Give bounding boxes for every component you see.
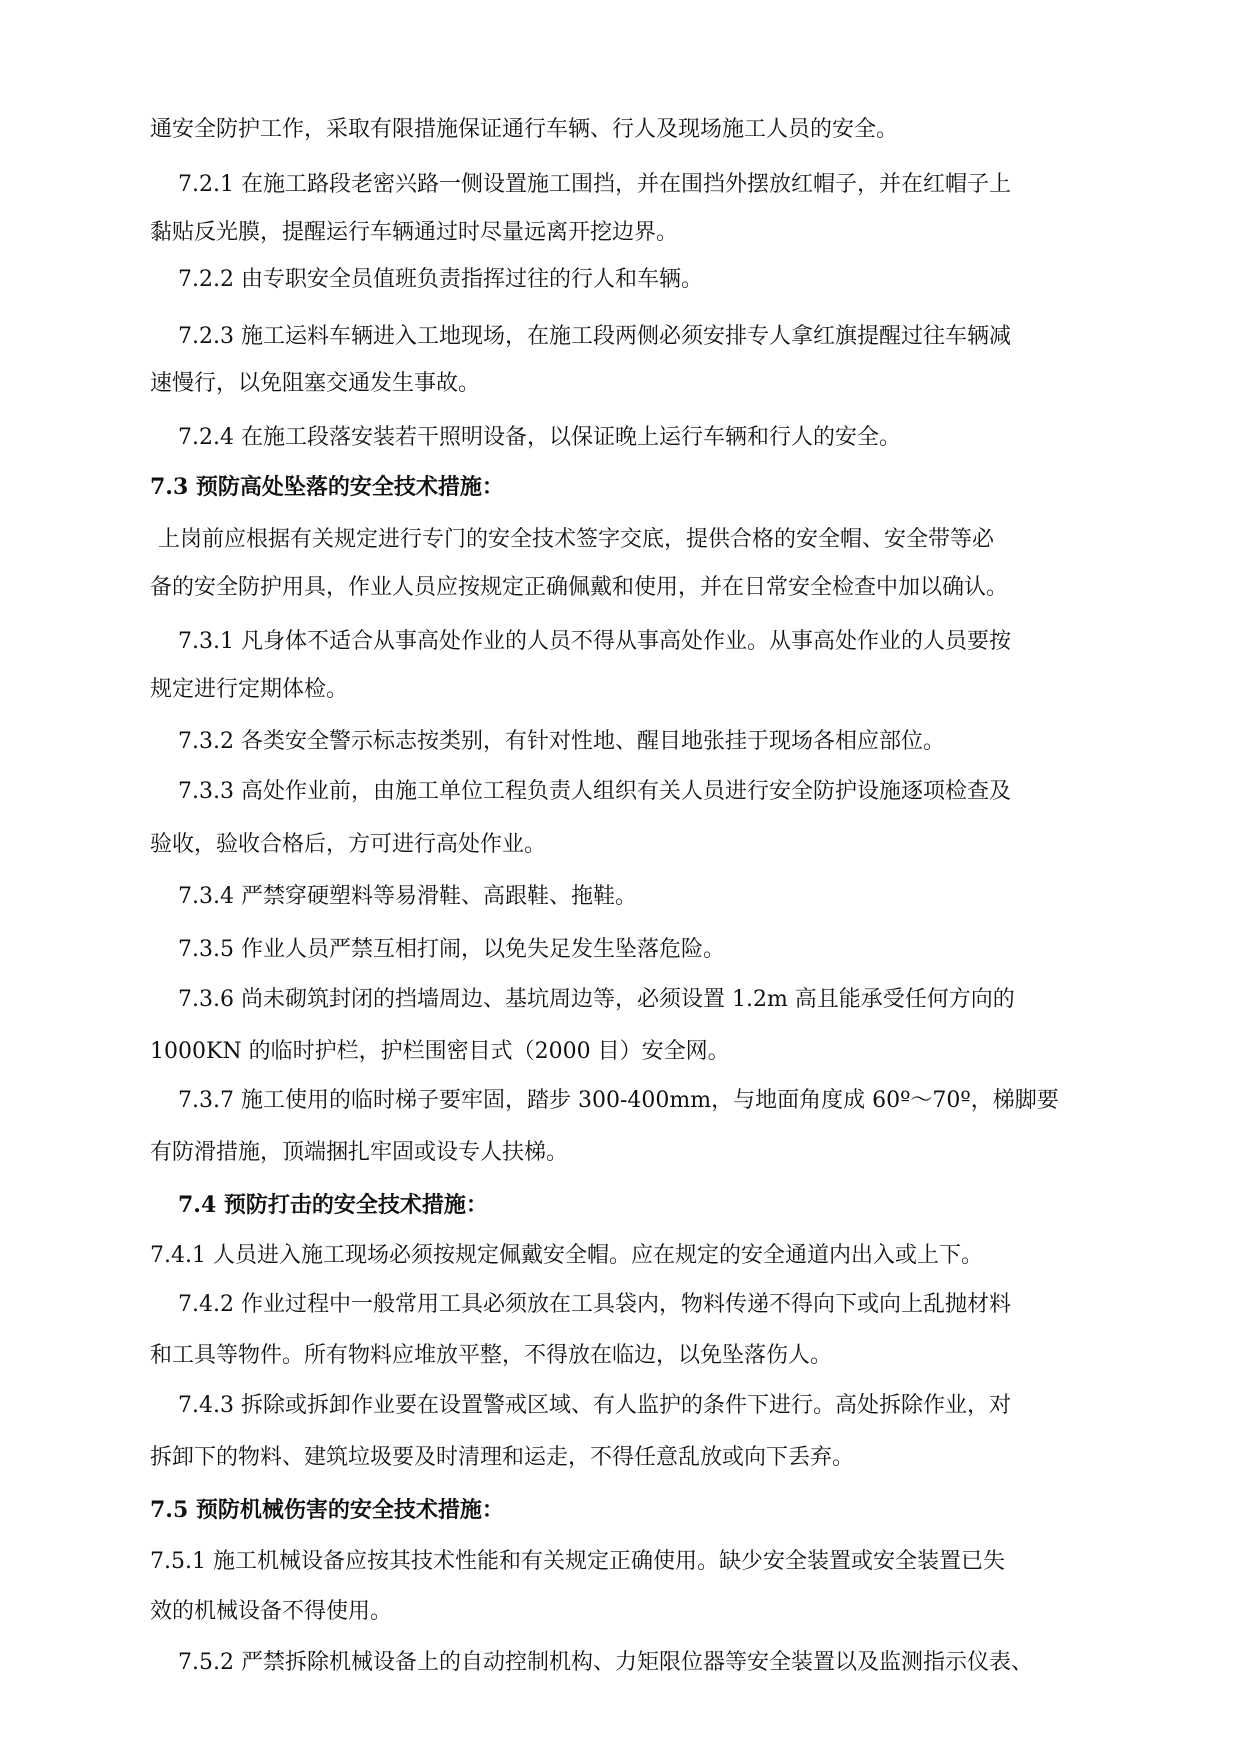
paragraph-line: 通安全防护工作，采取有限措施保证通行车辆、行人及现场施工人员的安全。 <box>150 117 899 142</box>
clause-7-2-1: 7.2.1 在施工路段老密兴路一侧设置施工围挡，并在围挡外摆放红帽子，并在红帽子上 <box>178 172 1011 197</box>
section-heading-7-4: 7.4 预防打击的安全技术措施： <box>178 1192 488 1218</box>
paragraph-line: 1000KN 的临时护栏，护栏围密目式（2000 目）安全网。 <box>150 1039 730 1064</box>
clause-7-3-7: 7.3.7 施工使用的临时梯子要牢固，踏步 300-400mm，与地面角度成 60º～70º，梯脚要 <box>178 1088 1059 1113</box>
clause-7-3-6: 7.3.6 尚未砌筑封闭的挡墙周边、基坑周边等，必须设置 1.2m 高且能承受任何方向的 <box>178 987 1015 1012</box>
paragraph-line: 规定进行定期体检。 <box>150 677 349 702</box>
clause-7-3-3: 7.3.3 高处作业前，由施工单位工程负责人组织有关人员进行安全防护设施逐项检查及 <box>178 779 1011 804</box>
paragraph-line: 黏贴反光膜，提醒运行车辆通过时尽量远离开挖边界。 <box>150 220 679 245</box>
clause-7-3-1: 7.3.1 凡身体不适合从事高处作业的人员不得从事高处作业。从事高处作业的人员要按 <box>178 629 1011 654</box>
clause-7-3-2: 7.3.2 各类安全警示标志按类别，有针对性地、醒目地张挂于现场各相应部位。 <box>178 729 945 754</box>
paragraph-line: 速慢行，以免阻塞交通发生事故。 <box>150 371 481 396</box>
paragraph-line: 和工具等物件。所有物料应堆放平整，不得放在临边，以免坠落伤人。 <box>150 1343 833 1368</box>
clause-7-4-1: 7.4.1 人员进入施工现场必须按规定佩戴安全帽。应在规定的安全通道内出入或上下。 <box>150 1243 983 1268</box>
clause-7-3-5: 7.3.5 作业人员严禁互相打闹，以免失足发生坠落危险。 <box>178 937 725 962</box>
paragraph-line: 验收，验收合格后，方可进行高处作业。 <box>150 832 547 857</box>
clause-7-2-4: 7.2.4 在施工段落安装若干照明设备，以保证晚上运行车辆和行人的安全。 <box>178 425 901 450</box>
section-heading-7-5: 7.5 预防机械伤害的安全技术措施： <box>150 1497 504 1523</box>
paragraph-line: 备的安全防护用具，作业人员应按规定正确佩戴和使用，并在日常安全检查中加以确认。 <box>150 575 1009 600</box>
paragraph-line: 效的机械设备不得使用。 <box>150 1599 393 1624</box>
paragraph-line: 拆卸下的物料、建筑垃圾要及时清理和运走，不得任意乱放或向下丢弃。 <box>150 1445 855 1470</box>
section-heading-7-3: 7.3 预防高处坠落的安全技术措施： <box>150 474 504 500</box>
clause-7-2-2: 7.2.2 由专职安全员值班负责指挥过往的行人和车辆。 <box>178 267 703 292</box>
clause-7-5-2: 7.5.2 严禁拆除机械设备上的自动控制机构、力矩限位器等安全装置以及监测指示仪表、 <box>178 1650 1033 1675</box>
clause-7-4-3: 7.4.3 拆除或拆卸作业要在设置警戒区域、有人监护的条件下进行。高处拆除作业，对 <box>178 1393 1011 1418</box>
clause-7-3-4: 7.3.4 严禁穿硬塑料等易滑鞋、高跟鞋、拖鞋。 <box>178 884 637 909</box>
clause-7-4-2: 7.4.2 作业过程中一般常用工具必须放在工具袋内，物料传递不得向下或向上乱抛材料 <box>178 1292 1011 1317</box>
paragraph-line: 上岗前应根据有关规定进行专门的安全技术签字交底，提供合格的安全帽、安全带等必 <box>158 527 995 552</box>
clause-7-2-3: 7.2.3 施工运料车辆进入工地现场，在施工段两侧必须安排专人拿红旗提醒过往车辆减 <box>178 324 1011 349</box>
clause-7-5-1: 7.5.1 施工机械设备应按其技术性能和有关规定正确使用。缺少安全装置或安全装置已失 <box>150 1549 1005 1574</box>
paragraph-line: 有防滑措施，顶端捆扎牢固或设专人扶梯。 <box>150 1140 569 1165</box>
